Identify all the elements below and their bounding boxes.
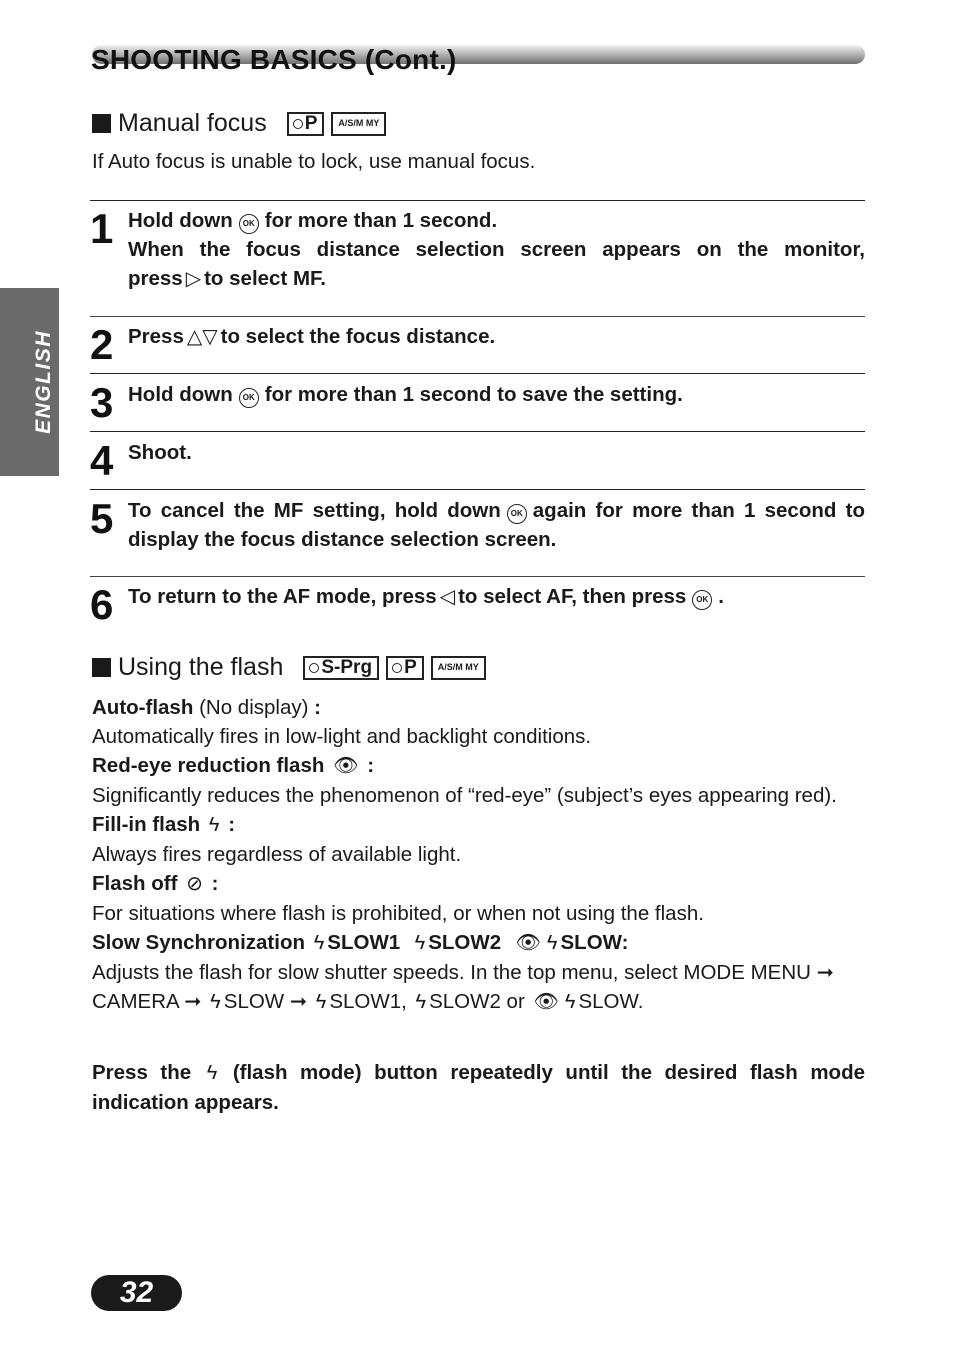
red-eye-icon: 👁 bbox=[533, 991, 559, 1013]
fill-in-desc: Always fires regardless of available light. bbox=[92, 843, 462, 866]
flash-off-line: Flash off ⊘ : bbox=[92, 872, 219, 895]
flash-off-icon: ⊘ bbox=[186, 873, 203, 895]
flash-icon: ϟ bbox=[315, 991, 327, 1013]
flash-icon: ϟ bbox=[546, 932, 558, 954]
step-number: 4 bbox=[90, 437, 114, 484]
step-number: 2 bbox=[90, 321, 114, 368]
manual-focus-heading bbox=[92, 109, 386, 138]
mode-badges bbox=[303, 656, 485, 680]
divider bbox=[90, 431, 865, 432]
arrow-icon: ➞ bbox=[184, 990, 202, 1013]
flash-icon: ϟ bbox=[313, 932, 325, 954]
step-3-text: Hold down OK for more than 1 second to save the setting. bbox=[128, 383, 683, 406]
mode-badges bbox=[287, 112, 387, 136]
step-4-text: Shoot. bbox=[128, 441, 192, 464]
flash-icon: ϟ bbox=[564, 991, 576, 1013]
flash-off-desc: For situations where flash is prohibited, or when not using the flash. bbox=[92, 902, 704, 925]
step-6-text: To return to the AF mode, press ◁ to select AF, then press OK . bbox=[128, 585, 724, 608]
manual-focus-title: Manual focus bbox=[118, 109, 267, 137]
flash-title: Using the flash bbox=[118, 653, 284, 681]
auto-flash-line: Auto-flash (No display) : bbox=[92, 696, 321, 719]
arrow-icon: ➞ bbox=[289, 990, 308, 1013]
auto-flash-desc: Automatically fires in low-light and backlight conditions. bbox=[92, 725, 592, 748]
fill-in-line: Fill-in flash ϟ : bbox=[92, 813, 236, 836]
divider bbox=[90, 373, 865, 374]
flash-button-note: Press the ϟ (flash mode) button repeatedly until the desired flash mode indication appears. bbox=[92, 1061, 866, 1114]
step-1-text: Hold down OK for more than 1 second. When the focus distance selection screen appears on the monitor, press ▷ to select MF. bbox=[128, 209, 865, 290]
step-number: 6 bbox=[90, 581, 114, 628]
step-number: 1 bbox=[90, 205, 114, 252]
divider bbox=[90, 576, 865, 577]
red-eye-icon: 👁 bbox=[333, 755, 359, 777]
step-5-text: To cancel the MF setting, hold down OK again for more than 1 second to display the focus distance selection screen. bbox=[128, 499, 865, 551]
slow-sync-desc: Adjusts the flash for slow shutter speeds. In the top menu, select MODE MENU ➞ CAMERA ➞ ϟ SLOW ➞ ϟ SLOW1, ϟ SLOW2 or 👁 ϟ SLOW. bbox=[92, 961, 834, 1013]
divider bbox=[90, 316, 865, 317]
flash-icon: ϟ bbox=[415, 991, 427, 1013]
page-title: SHOOTING BASICS (Cont.) bbox=[91, 44, 457, 75]
flash-modes bbox=[92, 693, 865, 1017]
program-mode-icon: P bbox=[287, 112, 325, 136]
divider bbox=[90, 489, 865, 490]
ok-button-icon: OK bbox=[239, 214, 259, 234]
redeye-line: Red-eye reduction flash 👁 : bbox=[92, 754, 375, 777]
ok-button-icon: OK bbox=[239, 388, 259, 408]
left-arrow-icon: ◁ bbox=[439, 586, 456, 608]
step-number: 5 bbox=[90, 495, 114, 542]
program-mode-icon: P bbox=[386, 656, 424, 680]
manual-focus-intro: If Auto focus is unable to lock, use manual focus. bbox=[92, 150, 536, 173]
step-number: 3 bbox=[90, 379, 114, 426]
ok-button-icon: OK bbox=[692, 590, 712, 610]
up-down-arrows-icon: △▽ bbox=[186, 326, 218, 348]
red-eye-icon: 👁 bbox=[515, 932, 541, 954]
language-tab-label: ENGLISH bbox=[32, 330, 55, 434]
page-number: 32 bbox=[91, 1275, 182, 1311]
flash-icon: ϟ bbox=[208, 814, 220, 836]
flash-heading bbox=[92, 653, 486, 682]
step-2-text: Press △▽ to select the focus distance. bbox=[128, 325, 496, 348]
flash-icon: ϟ bbox=[206, 1062, 218, 1084]
slow-sync-line: Slow Synchronization ϟ SLOW1 ϟ SLOW2 👁 ϟ SLOW: bbox=[92, 931, 629, 954]
section-bullet-icon bbox=[92, 658, 111, 677]
ok-button-icon: OK bbox=[507, 504, 527, 524]
scene-program-mode-icon: S-Prg bbox=[303, 656, 379, 680]
section-bullet-icon bbox=[92, 114, 111, 133]
flash-icon: ϟ bbox=[210, 991, 221, 1013]
manual-mode-icon: A/S/M MY bbox=[331, 112, 386, 136]
manual-mode-icon: A/S/M MY bbox=[431, 656, 486, 680]
flash-icon: ϟ bbox=[414, 932, 426, 954]
redeye-desc: Significantly reduces the phenomenon of “red-eye” (subject’s eyes appearing red). bbox=[92, 784, 837, 807]
divider bbox=[90, 200, 865, 201]
right-arrow-icon: ▷ bbox=[185, 268, 202, 290]
arrow-icon: ➞ bbox=[816, 961, 834, 984]
